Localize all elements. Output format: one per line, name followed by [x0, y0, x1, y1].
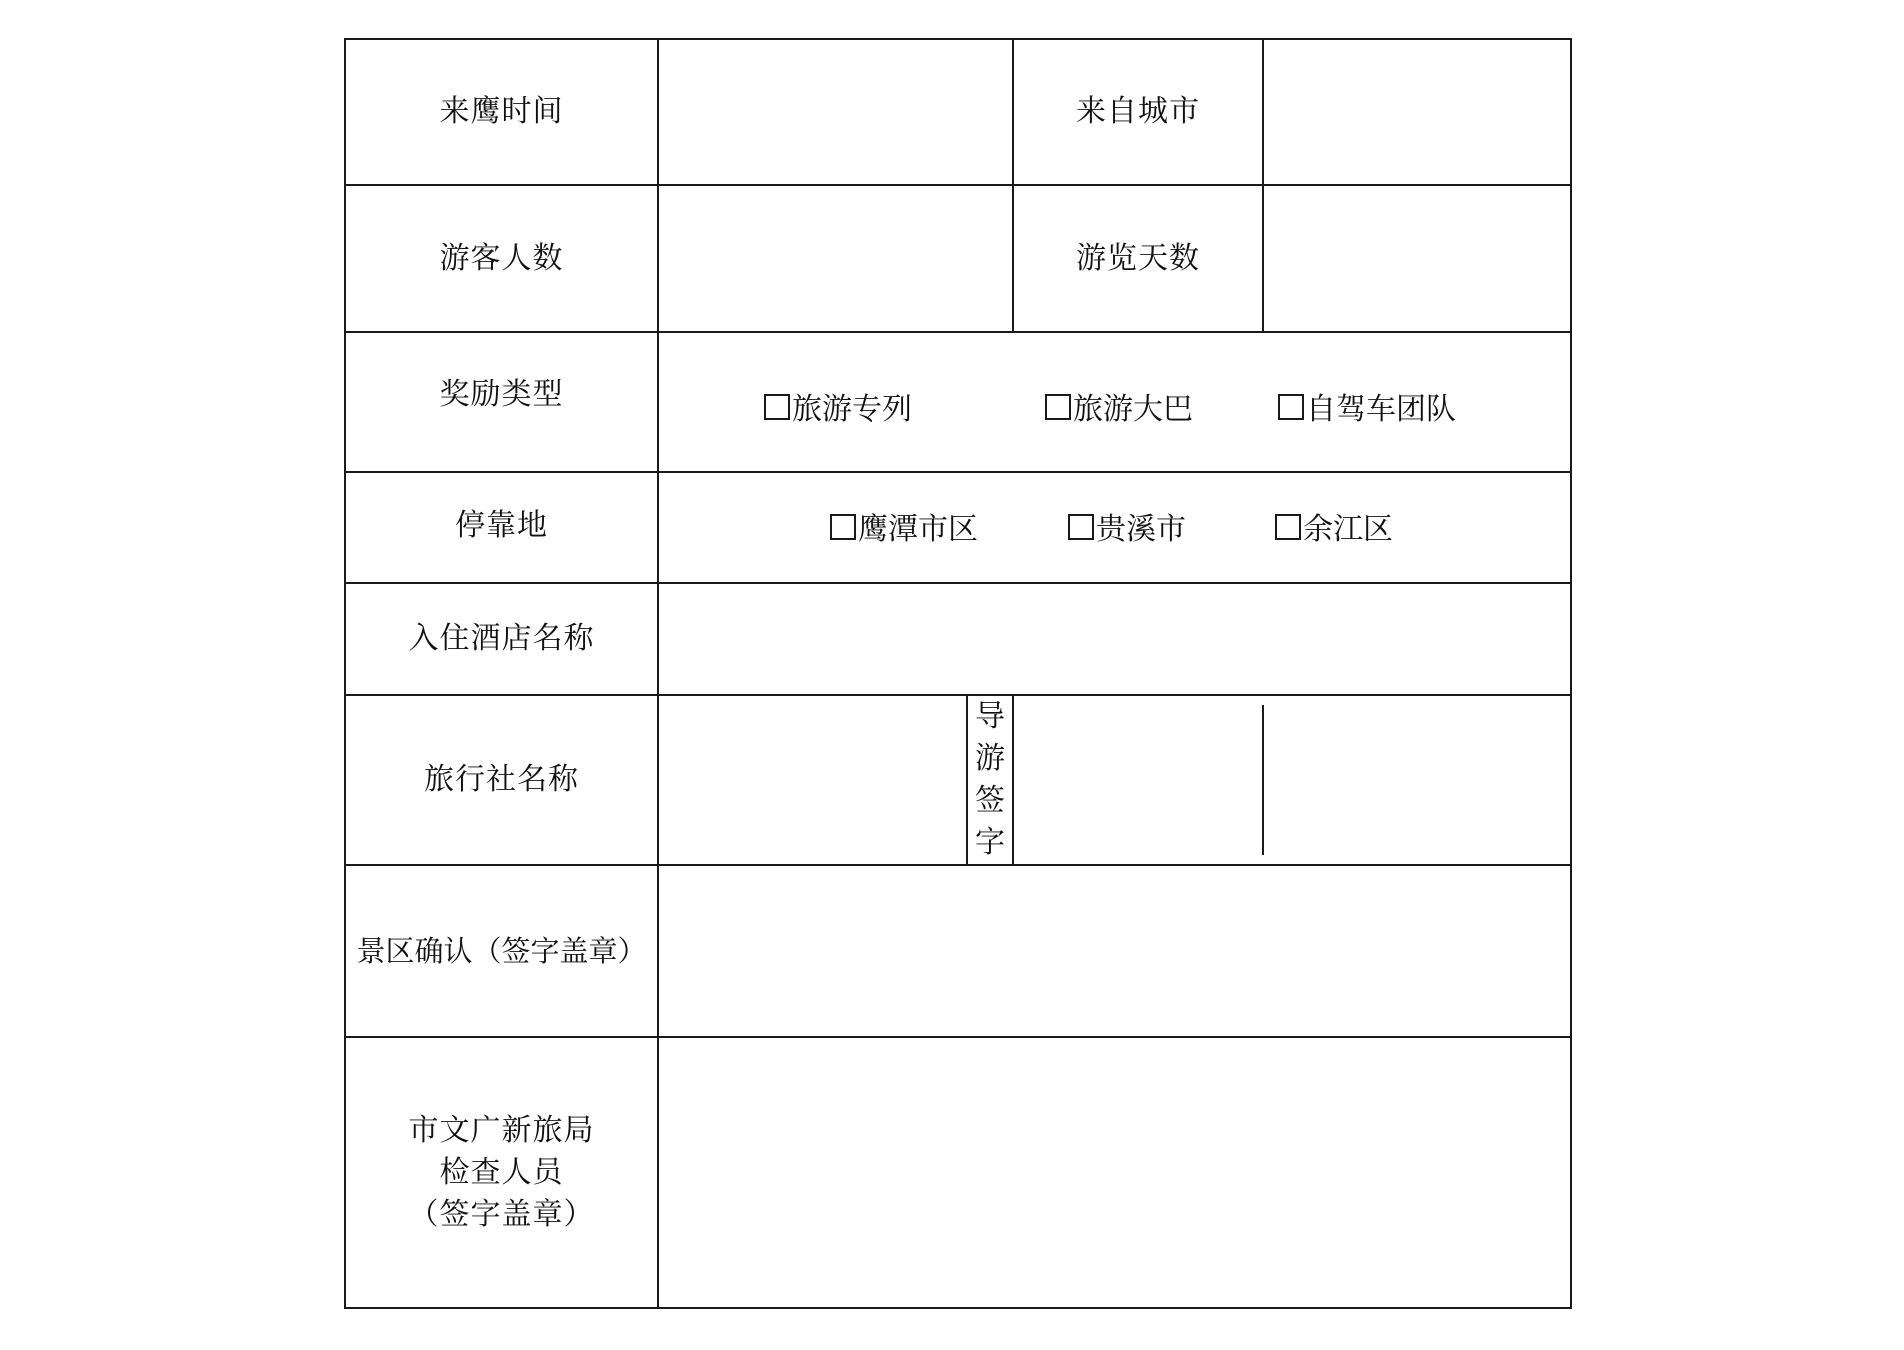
guide-sign-label-spacer — [1014, 705, 1263, 855]
guide-sign-label: 导游签字 — [975, 699, 1005, 860]
visitor-count-label: 游客人数 — [345, 185, 658, 332]
stop-option-yujiang-label: 余江区 — [1303, 512, 1393, 547]
reward-option-selfdrive[interactable] — [1278, 389, 1456, 431]
checkbox-empty-icon[interactable] — [830, 514, 856, 540]
reward-option-train[interactable] — [764, 389, 912, 431]
tour-days-label: 游览天数 — [1013, 185, 1263, 332]
row-inspector — [345, 1037, 1571, 1308]
agency-name-label: 旅行社名称 — [345, 695, 658, 865]
stop-option-yingtan[interactable] — [830, 509, 978, 551]
hotel-name-field[interactable] — [658, 583, 1571, 695]
reward-option-bus[interactable] — [1045, 389, 1193, 431]
row-scenic-confirm — [345, 865, 1571, 1037]
checkbox-empty-icon[interactable] — [1278, 394, 1304, 420]
row-arrival — [345, 39, 1571, 185]
hotel-name-label: 入住酒店名称 — [345, 583, 658, 695]
guide-sign-field[interactable] — [1263, 705, 1570, 855]
row-agency — [345, 695, 1571, 865]
checkbox-empty-icon[interactable] — [1068, 514, 1094, 540]
arrival-time-field[interactable] — [658, 39, 1013, 185]
stop-option-guixi[interactable] — [1068, 509, 1186, 551]
reward-type-label: 奖励类型 — [345, 332, 658, 472]
stop-option-guixi-label: 贵溪市 — [1096, 512, 1186, 547]
reward-option-train-label: 旅游专列 — [792, 392, 912, 427]
inspector-label-line2: 检查人员 — [439, 1154, 564, 1190]
origin-city-label: 来自城市 — [1013, 39, 1263, 185]
inspector-label-line3: （签字盖章） — [408, 1196, 595, 1232]
visitor-reward-form-table — [344, 38, 1572, 1309]
agency-name-field[interactable] — [659, 696, 967, 864]
scenic-confirm-label: 景区确认（签字盖章） — [345, 865, 658, 1037]
origin-city-field[interactable] — [1263, 39, 1571, 185]
inspector-sign-field[interactable] — [658, 1037, 1571, 1308]
row-hotel — [345, 583, 1571, 695]
inspector-label — [345, 1037, 658, 1308]
checkbox-empty-icon[interactable] — [1275, 514, 1301, 540]
reward-option-selfdrive-label: 自驾车团队 — [1306, 392, 1456, 427]
inspector-label-line1: 市文广新旅局 — [408, 1112, 595, 1148]
guide-sub-table — [1014, 705, 1570, 855]
row-stop-location — [345, 472, 1571, 583]
arrival-time-label: 来鹰时间 — [345, 39, 658, 185]
stop-option-yingtan-label: 鹰潭市区 — [858, 512, 978, 547]
scenic-confirm-field[interactable] — [658, 865, 1571, 1037]
checkbox-empty-icon[interactable] — [764, 394, 790, 420]
stop-location-label: 停靠地 — [345, 472, 658, 583]
checkbox-empty-icon[interactable] — [1045, 394, 1071, 420]
guide-sign-group — [1013, 695, 1571, 865]
agency-guide-group — [658, 695, 1013, 865]
row-visitors — [345, 185, 1571, 332]
reward-type-options — [658, 332, 1571, 472]
stop-option-yujiang[interactable] — [1275, 509, 1393, 551]
reward-option-bus-label: 旅游大巴 — [1073, 392, 1193, 427]
visitor-count-field[interactable] — [658, 185, 1013, 332]
tour-days-field[interactable] — [1263, 185, 1571, 332]
row-reward-type — [345, 332, 1571, 472]
stop-location-options — [658, 472, 1571, 583]
agency-sub-table — [659, 696, 1012, 864]
